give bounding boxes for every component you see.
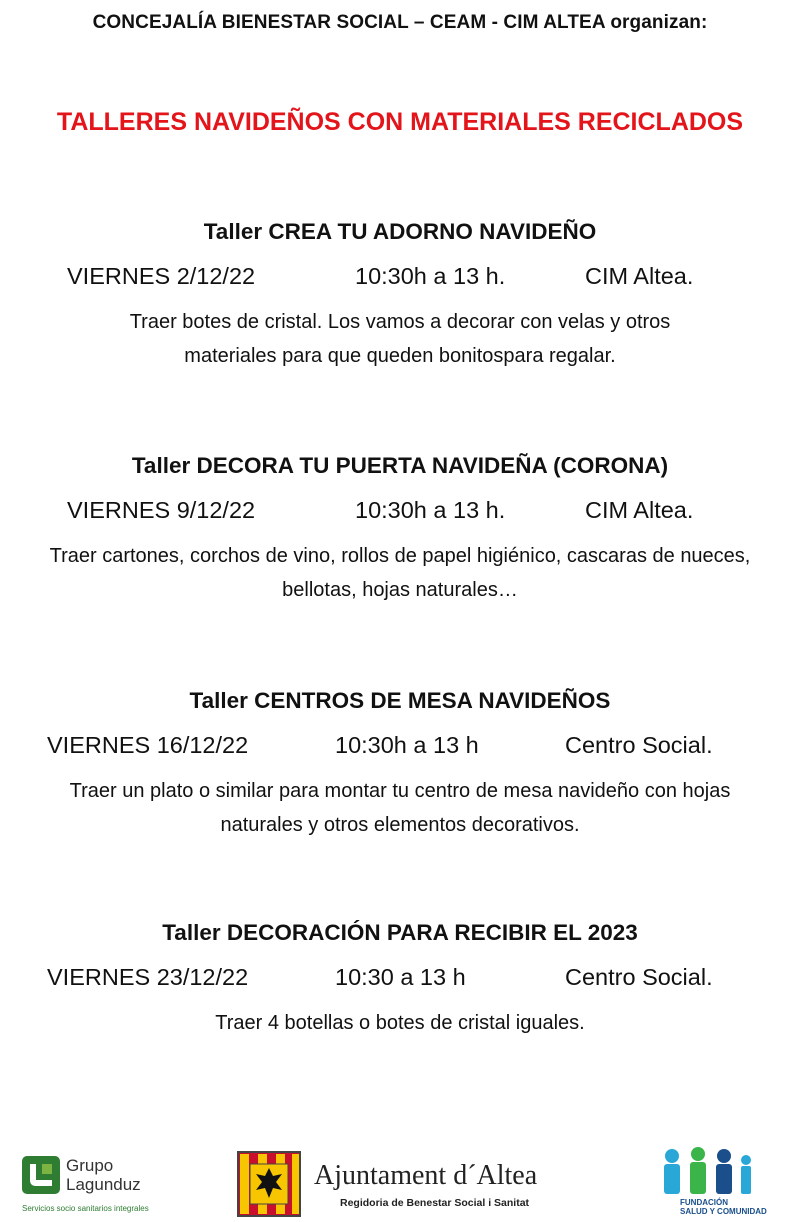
lagunduz-tagline: Servicios socio sanitarios integrales (22, 1204, 149, 1213)
ajuntament-subtitle: Regidoria de Benestar Social i Sanitat (340, 1197, 530, 1209)
workshop-title: Taller DECORACIÓN PARA RECIBIR EL 2023 (162, 920, 638, 945)
workshop-place: Centro Social. (565, 732, 713, 758)
altea-coat-of-arms-icon (236, 1150, 302, 1218)
workshop-time: 10:30h a 13 h. (355, 497, 506, 523)
ajuntament-name: Ajuntament d´Altea (314, 1160, 538, 1191)
ajuntament-altea-logo (236, 1150, 576, 1218)
workshop-place: CIM Altea. (585, 263, 694, 289)
fundacion-line2: SALUD Y COMUNIDAD (680, 1207, 767, 1216)
workshop-place: Centro Social. (565, 964, 713, 990)
footer-logos (0, 1144, 800, 1222)
workshop-4 (0, 916, 800, 1040)
workshop-date: VIERNES 9/12/22 (67, 497, 256, 523)
workshop-description: Traer botes de cristal. Los vamos a decorar con velas y otros materiales para que queden bonitospara regalar. (129, 311, 671, 367)
lagunduz-emblem-icon (22, 1156, 60, 1194)
main-title: TALLERES NAVIDEÑOS CON MATERIALES RECICLADOS (56, 108, 744, 136)
workshop-place: CIM Altea. (585, 497, 694, 523)
organizers-header: CONCEJALÍA BIENESTAR SOCIAL – CEAM - CIM ALTEA organizan: (92, 12, 708, 33)
workshop-schedule (0, 255, 800, 299)
workshop-time: 10:30 a 13 h (335, 964, 466, 990)
lagunduz-line1: Grupo (66, 1156, 114, 1175)
grupo-lagunduz-logo (22, 1156, 162, 1216)
workshop-schedule (0, 956, 800, 1000)
workshop-description: Traer un plato o similar para montar tu centro de mesa navideño con hojas naturales y otros elementos decorativos. (69, 780, 731, 836)
fundacion-salud-comunidad-logo (652, 1146, 782, 1218)
workshop-2 (0, 449, 800, 607)
workshop-title: Taller CENTROS DE MESA NAVIDEÑOS (189, 688, 611, 713)
workshop-1 (0, 215, 800, 373)
workshop-title: Taller CREA TU ADORNO NAVIDEÑO (203, 219, 597, 244)
workshop-description: Traer 4 botellas o botes de cristal iguales. (215, 1012, 585, 1034)
workshop-3 (0, 684, 800, 842)
workshop-date: VIERNES 23/12/22 (47, 964, 249, 990)
workshop-schedule (0, 489, 800, 533)
workshop-title: Taller DECORA TU PUERTA NAVIDEÑA (CORONA) (131, 453, 669, 478)
fundacion-figures-icon (654, 1146, 754, 1198)
workshop-time: 10:30h a 13 h. (355, 263, 506, 289)
workshop-schedule (0, 724, 800, 768)
workshop-date: VIERNES 2/12/22 (67, 263, 256, 289)
fundacion-line1: FUNDACIÓN (680, 1198, 728, 1207)
workshop-description: Traer cartones, corchos de vino, rollos de papel higiénico, cascaras de nueces, bellotas, hojas naturales… (49, 545, 751, 601)
workshop-time: 10:30h a 13 h (335, 732, 479, 758)
workshop-date: VIERNES 16/12/22 (47, 732, 249, 758)
lagunduz-line2: Lagunduz (66, 1175, 141, 1194)
